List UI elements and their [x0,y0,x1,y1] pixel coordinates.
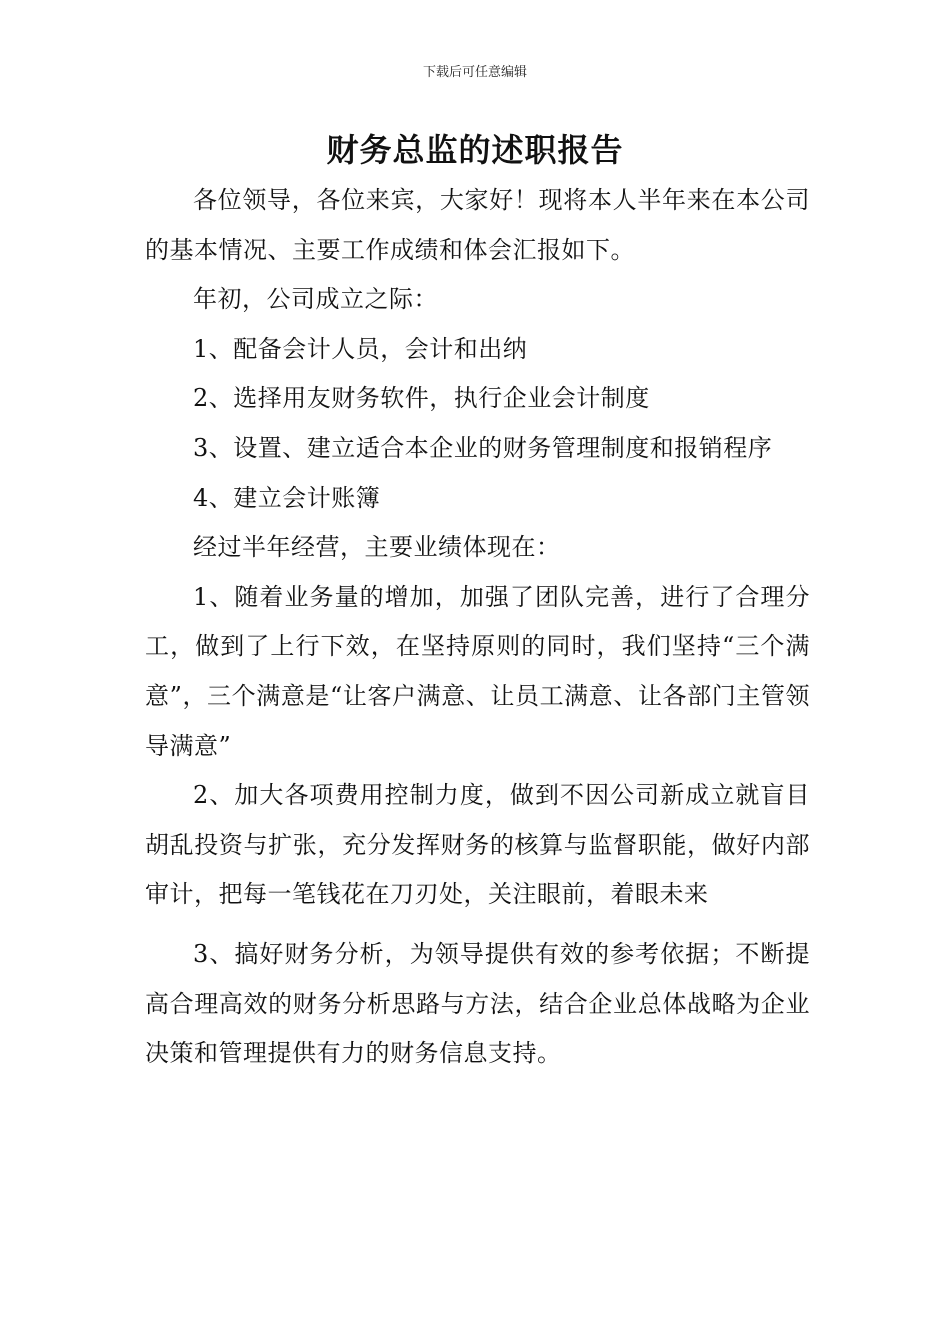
list-item-founding-3: 3、设置、建立适合本企业的财务管理制度和报销程序 [193,433,773,462]
header-note: 下载后可任意编辑 [422,65,527,80]
list-item-founding-1: 1、配备会计人员，会计和出纳 [193,334,528,363]
list-item-founding-2: 2、选择用友财务软件，执行企业会计制度 [193,384,650,413]
list-item-founding-4: 4、建立会计账簿 [193,483,381,512]
list-item-achievement-3: 3、搞好财务分析，为领导提供有效的参考依据；不断提高合理高效的财务分析思路与方法，结合企业总体战略为企业决策和管理提供有力的财务信息支持。 [145,939,810,1068]
list-item-achievement-2: 2、加大各项费用控制力度，做到不因公司新成立就盲目胡乱投资与扩张，充分发挥财务的核算与监督职能，做好内部审计，把每一笔钱花在刀刃处，关注眼前，着眼未来 [145,781,810,909]
paragraph-achievements-intro: 经过半年经营，主要业绩体现在： [193,533,561,562]
document-body [145,176,810,1079]
paragraph-founding-intro: 年初，公司成立之际： [193,285,438,314]
document-title: 财务总监的述职报告 [326,131,624,169]
list-item-achievement-1: 1、随着业务量的增加，加强了团队完善，进行了合理分工，做到了上行下效，在坚持原则的同时，我们坚持“三个满意”，三个满意是“让客户满意、让员工满意、让各部门主管领导满意” [145,582,810,760]
paragraph-greeting: 各位领导，各位来宾，大家好！现将本人半年来在本公司的基本情况、主要工作成绩和体会汇报如下。 [145,186,810,264]
